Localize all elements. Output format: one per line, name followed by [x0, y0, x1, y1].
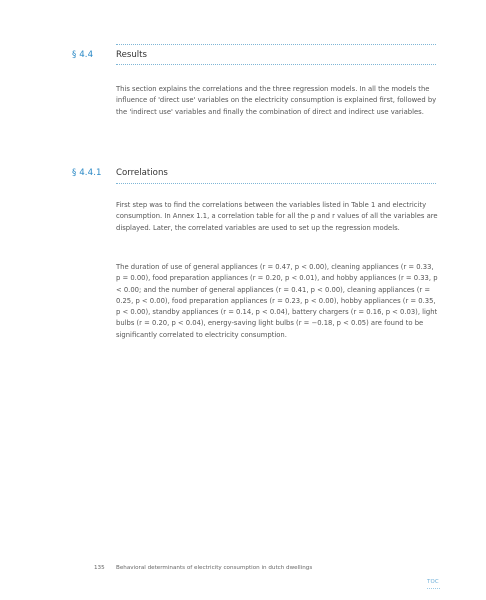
- section-title: Results: [116, 50, 148, 60]
- intro-paragraph: This section explains the correlations and the three regression models. In all the models the influence of 'direct use' variables on the electricity consumption is explained first, followed by the 'indirect use' variables and finally the combination of direct and indirect use variables.: [116, 85, 437, 116]
- subsection-title: Correlations: [116, 168, 168, 178]
- correlations-paragraph-1: First step was to find the correlations between the variables listed in Table 1 and electricity consumption. In Annex 1.1, a correlation table for all the p and r values of all the variables are displayed. Later, the correlated variables are used to set up the regression models.: [116, 201, 438, 232]
- running-title: Behavioral determinants of electricity consumption in dutch dwellings: [116, 565, 313, 571]
- toc-underline: [427, 588, 440, 589]
- toc-link[interactable]: TOC: [427, 579, 439, 585]
- correlations-paragraph-2: The duration of use of general appliances (r = 0.47, p < 0.00), cleaning appliances (r = 0.33, p = 0.00), food preparation appliances (r = 0.20, p < 0.01), and hobby appliances (r = 0.33, p < 0.00; and the number of general appliances (r = 0.41, p < 0.00), cleaning appliances (r = 0.25, p < 0.00), food preparation appliances (r = 0.23, p < 0.00), hobby appliances (r = 0.35, p < 0.00), standby appliances (r = 0.14, p < 0.04), battery chargers (r = 0.16, p < 0.03), light bulbs (r = 0.20, p < 0.04), energy-saving light bulbs (r = −0.18, p < 0.05) are found to be significantly correlated to electricity consumption.: [116, 263, 438, 339]
- section-title-rule: [116, 64, 436, 65]
- subsection-title-rule: [116, 183, 436, 184]
- section-top-rule: [116, 44, 436, 45]
- page-number: 135: [94, 565, 105, 571]
- section-number: § 4.4: [72, 50, 94, 60]
- subsection-number: § 4.4.1: [72, 168, 102, 178]
